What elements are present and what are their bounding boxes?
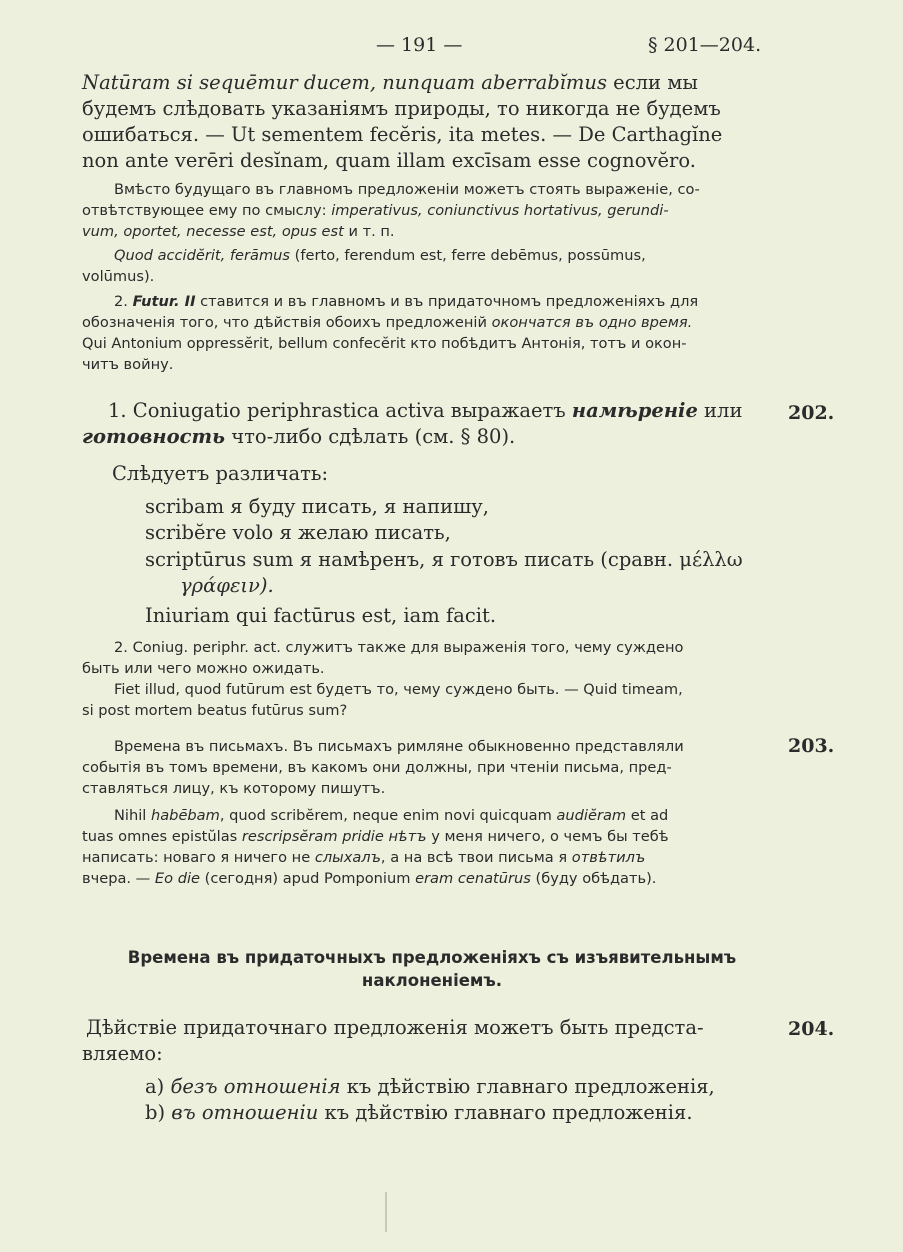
text: вчера. — xyxy=(82,870,155,887)
page-number: — 191 — xyxy=(376,34,463,56)
text: выражаетъ xyxy=(444,399,572,422)
section-number-203: 203. xyxy=(788,735,835,757)
latin-terms: vum, oportet, necesse est, opus est xyxy=(82,223,344,240)
section-203-example xyxy=(82,805,767,889)
text-line: быть или чего можно ожидать. xyxy=(82,660,325,677)
text: (буду обѣдать). xyxy=(530,870,657,887)
paragraph-future-example xyxy=(82,70,767,174)
text-line: Fiet illud, quod futūrum est будетъ то, чему суждено быть. — Quid timeam, xyxy=(114,681,683,698)
option-label: a) xyxy=(145,1075,171,1098)
text-line: si post mortem beatus futūrus sum? xyxy=(82,702,348,719)
emphasis: нѣтъ xyxy=(388,828,427,845)
note-future-perfect xyxy=(82,291,767,375)
example-iniuriam: Iniuriam qui factūrus est, iam facit. xyxy=(145,604,497,627)
emphasis: окончатся въ одно время. xyxy=(491,314,693,331)
section-heading xyxy=(82,946,782,992)
emphasis: въ отношеніи xyxy=(171,1101,319,1124)
text: къ дѣйствію главнаго предложенія, xyxy=(340,1075,715,1098)
note-line: Вмѣсто будущаго въ главномъ предложеніи можетъ стоять выраженіе, со- xyxy=(114,181,700,198)
text-line: ошибаться. — Ut sementem fecĕris, ita metes. — De Carthagĭne xyxy=(82,123,723,146)
note-example xyxy=(82,245,767,287)
latin-terms: imperativus, coniunctivus hortativus, gerundi- xyxy=(331,202,669,219)
note-substitute-future-cont xyxy=(82,200,767,242)
latin-verb: rescripsĕram pridie xyxy=(241,828,384,845)
term: Futur. II xyxy=(132,293,196,310)
text: et ad xyxy=(626,807,669,824)
section-number-202: 202. xyxy=(788,402,835,424)
text-line: volūmus). xyxy=(82,268,155,285)
section-204-text xyxy=(82,1015,767,1067)
emphasis: отвѣтилъ xyxy=(571,849,646,866)
latin-example: Quod accidĕrit, ferāmus xyxy=(114,247,291,264)
term: 1. Coniugatio periphrastica activa xyxy=(108,399,445,422)
latin-example: Natūram si sequēmur ducem, nunquam aberrabĭmus xyxy=(82,71,607,94)
text-line: 2. Coniug. periphr. act. служитъ также для выраженія того, чему суждено xyxy=(114,639,684,656)
note-substitute-future xyxy=(82,179,767,200)
emphasis: намѣреніе xyxy=(571,399,698,422)
emphasis: готовность xyxy=(82,425,226,448)
note-202-2 xyxy=(82,637,767,721)
text-line: non ante verēri desĭnam, quam illam excīsam esse cognovĕro. xyxy=(82,149,696,172)
text: написать: новаго я ничего не xyxy=(82,849,315,866)
text: что-либо сдѣлать (см. § 80). xyxy=(225,425,516,448)
text: отвѣтствующее ему по смыслу: xyxy=(82,202,332,219)
greek-cont: γράφειν). xyxy=(180,574,274,597)
text: , а на всѣ твои письма я xyxy=(380,849,572,866)
text: (сегодня) apud Pomponium xyxy=(200,870,416,887)
text: , quod scribĕrem, neque enim novi quicquam xyxy=(219,807,557,824)
text-line: Времена въ письмахъ. Въ письмахъ римляне обыкновенно представляли xyxy=(114,738,684,755)
text-line: вляемо: xyxy=(82,1042,163,1065)
latin-verb: audiĕram xyxy=(556,807,627,824)
section-number-204: 204. xyxy=(788,1018,835,1040)
option-a xyxy=(145,1074,715,1100)
example-scribere: scribĕre volo я желаю писать, xyxy=(145,521,451,544)
note-number: 2. xyxy=(114,293,133,310)
section-202-intro xyxy=(82,398,767,450)
text: tuas omnes epistŭlas xyxy=(82,828,242,845)
text: (ferto, ferendum est, ferre debēmus, possūmus, xyxy=(290,247,646,264)
text: ставится и въ главномъ и въ придаточномъ предложеніяхъ для xyxy=(195,293,699,310)
latin-verb: habēbam xyxy=(150,807,220,824)
option-b xyxy=(145,1100,693,1126)
latin-phrase: Eo die xyxy=(154,870,201,887)
paper-mark xyxy=(385,1192,387,1232)
text-line: ставляться лицу, къ которому пишутъ. xyxy=(82,780,386,797)
example-scribam: scribam я буду писать, я напишу, xyxy=(145,495,489,518)
page-header xyxy=(0,34,903,64)
heading-line: наклоненіемъ. xyxy=(361,971,503,990)
distinguish-label xyxy=(82,461,767,487)
option-label: b) xyxy=(145,1101,172,1124)
text: Nihil xyxy=(114,807,151,824)
emphasis: безъ отношенія xyxy=(170,1075,341,1098)
latin-phrase: eram cenatūrus xyxy=(415,870,531,887)
text: или xyxy=(697,399,743,422)
example-scripturus: scriptūrus sum я намѣренъ, я готовъ писать (сравн. μέλλω xyxy=(145,548,743,571)
section-range: § 201—204. xyxy=(648,34,762,56)
text-line: Qui Antonium oppressĕrit, bellum confecĕrit кто побѣдитъ Антонія, тотъ и окон- xyxy=(82,335,687,352)
text: у меня ничего, о чемъ бы тебѣ xyxy=(426,828,669,845)
text: и т. п. xyxy=(343,223,395,240)
text-line: событія въ томъ времени, въ какомъ они должны, при чтеніи письма, пред- xyxy=(82,759,672,776)
text: къ дѣйствію главнаго предложенія. xyxy=(318,1101,693,1124)
text-line: Слѣдуетъ различать: xyxy=(112,462,329,485)
text: обозначенія того, что дѣйствія обоихъ предложеній xyxy=(82,314,492,331)
heading-line: Времена въ придаточныхъ предложеніяхъ съ изъявительнымъ xyxy=(127,948,737,967)
text-line: Дѣйствіе придаточнаго предложенія можетъ быть предста- xyxy=(86,1016,704,1039)
text: если мы xyxy=(606,71,698,94)
text-line: читъ войну. xyxy=(82,356,174,373)
emphasis: слыхалъ xyxy=(314,849,381,866)
text-line: будемъ слѣдовать указаніямъ природы, то никогда не будемъ xyxy=(82,97,721,120)
section-203-text xyxy=(82,736,767,799)
